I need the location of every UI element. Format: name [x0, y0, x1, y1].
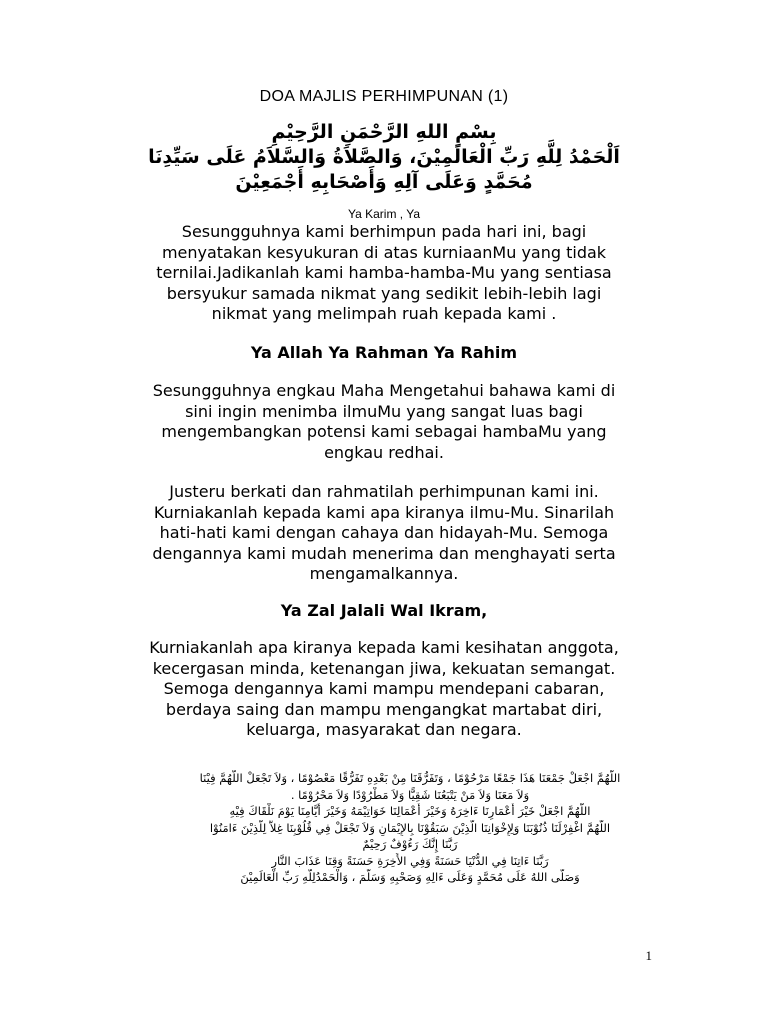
paragraph-line: Sesungguhnya engkau Maha Mengetahui bahawa kami di [152, 381, 616, 400]
paragraph-line: engkau redhai. [324, 442, 444, 462]
paragraph-gratitude [80, 222, 688, 325]
document-title: DOA MAJLIS PERHIMPUNAN (1) [259, 88, 509, 105]
paragraph-line: Justeru berkati dan rahmatilah perhimpunan kami ini. [169, 482, 599, 501]
arabic-opening-line: بِسْمِ اللهِ الرَّحْمَنِ الرَّحِيْمِ [271, 121, 497, 143]
arabic-doa-line: اللَّهُمَّ اغْفِرْلَنَا ذُنُوْبَنَا وَلِإِخْوَانِنَا الَّذِيْنَ سَبَقُوْنَا بِالإِيْمَانِ وَلاَ تَجْعَلْ فِي قُلُوْبِنَا غِلاًّ لِلَّذِيْنَ ءَامَنُوْا [209, 820, 611, 835]
arabic-doa-line: اللَّهُمَّ اجْعَلْ جَمْعَنَا هَذَا جَمْعًا مَرْحُوْمًا ، وَتَفَرُّقَنَا مِنْ بَعْدِهِ تَفَرُّقًا مَعْصُوْمًا ، وَلاَ تَجْعَلْ اللَّهُمَّ فِيْنَا [199, 771, 621, 785]
paragraph-line: bersyukur samada nikmat yang sedikit lebih-lebih lagi [166, 283, 602, 303]
paragraph-line: Semoga dengannya kami mampu mendepani cabaran, [163, 679, 605, 698]
arabic-doa-line: وَصَلَّى اللهُ عَلَى مُحَمَّدٍ وَعَلَى ءَالِهِ وَصَحْبِهِ وَسَلَّمَ ، وَالْحَمْدُلِلَّهِ رَبِّ الْعَالَمِيْنَ [240, 870, 580, 884]
paragraph-knowledge [80, 381, 688, 463]
paragraph-line: keluarga, masyarakat dan negara. [246, 720, 522, 739]
paragraph-line: Sesungguhnya kami berhimpun pada hari ini, bagi [181, 222, 587, 241]
arabic-opening-line: اَلْحَمْدُ لِلَّهِ رَبِّ الْعَالَمِيْنَ، وَالصَّلاَةُ وَالسَّلاَمُ عَلَى سَيِّدِنَا [148, 146, 620, 168]
paragraph-line: menyatakan kesyukuran di atas kurniaanMu yang tidak [161, 242, 607, 262]
arabic-opening-line: مُحَمَّدٍ وَعَلَى آلِهِ وَأَصْحَابِهِ أَجْمَعِيْنَ [235, 171, 533, 193]
arabic-doa-line: اللَّهُمَّ اجْعَلْ خَيْرَ أَعْمَارِنَا ءَاخِرَهُ وَخَيْرَ أَعْمَالِنَا خَوَاتِيْمَهُ وَخَيْرَ أَيَّامِنَا يَوْمَ نَلْقَاكَ فِيْهِ [229, 804, 591, 818]
paragraph-line: nikmat yang melimpah ruah kepada kami . [211, 304, 557, 323]
arabic-closing-doa [100, 770, 720, 886]
arabic-doa-line: رَبَّنَا ءَاتِنَا فِي الدُّنْيَا حَسَنَةً وَفِي الأَخِرَةِ حَسَنَةً وَقِنَا عَذَابَ النَّارِ [271, 853, 549, 868]
paragraph-line: sini ingin menimba ilmuMu yang sangat luas bagi [185, 401, 583, 421]
paragraph-line: hati-hati kami dengan cahaya dan hidayah-Mu. Semoga [159, 523, 609, 542]
paragraph-line: kecergasan minda, ketenangan jiwa, kekuatan semangat. [152, 658, 616, 678]
arabic-doa-line: وَلاَ مَعَنَا وَلاَ مَنْ يَتْبَعُنَا شَقِيًّا وَلاَ مَطْرُوْدًا وَلاَ مَحْرُوْمًا . [290, 787, 530, 802]
paragraph-health [80, 638, 688, 741]
heading-ya-allah: Ya Allah Ya Rahman Ya Rahim [250, 343, 518, 362]
paragraph-line: mengamalkannya. [309, 564, 459, 583]
paragraph-blessing [80, 482, 688, 585]
paragraph-line: dengannya kami mudah menerima dan menghayati serta [152, 543, 616, 563]
paragraph-line: Kurniakanlah kepada kami apa kiranya ilmu-Mu. Sinarilah [153, 502, 615, 522]
paragraph-line: ternilai.Jadikanlah kami hamba-hamba-Mu yang sentiasa [156, 263, 612, 282]
paragraph-line: Kurniakanlah apa kiranya kepada kami kesihatan anggota, [149, 638, 619, 657]
paragraph-line: berdaya saing dan mampu mengangkat martabat diri, [165, 699, 603, 719]
paragraph-line: mengembangkan potensi kami sebagai hambaMu yang [161, 422, 607, 441]
heading-ya-zal-jalali: Ya Zal Jalali Wal Ikram, [280, 601, 488, 620]
arabic-opening-invocation [90, 120, 678, 195]
ya-karim-label: Ya Karim , Ya [347, 207, 421, 221]
arabic-doa-line: رَبَّنَا إِنَّكَ رَءُوْفٌ رَحِيْمٌ [362, 837, 458, 851]
page-number: 1 [645, 948, 652, 963]
